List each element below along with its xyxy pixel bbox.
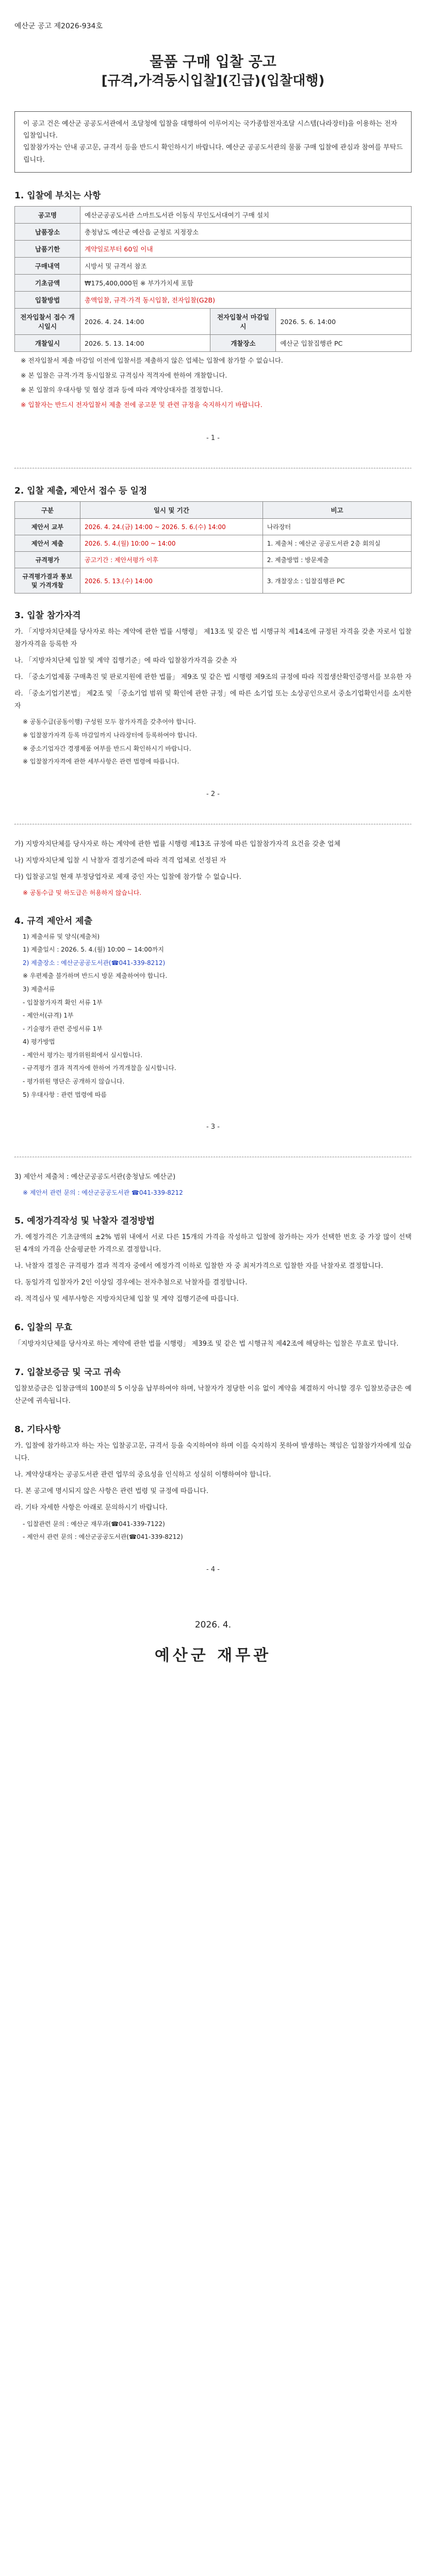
section-8-heading: 8. 기타사항 (14, 1425, 61, 1435)
paragraph: 3) 제안서 제출처 : 예산군공공도서관(충청남도 예산군) (14, 1173, 176, 1181)
contact-line: - 입찰관련 문의 : 예산군 재무과(☎041-339-7122) (23, 1520, 165, 1528)
value-cell: 2026. 5. 13. 14:00 (80, 335, 210, 352)
sub-note: ※ 입찰참가자격에 관한 세부사항은 관련 법령에 따릅니다. (23, 758, 179, 766)
spacer (14, 1158, 412, 1167)
section-6-heading: 6. 입찰의 무효 (14, 1323, 73, 1333)
section-1-heading: 1. 입찰에 부치는 사항 (14, 191, 101, 201)
paragraph: 라. 적격심사 및 세부사항은 지방자치단체 입찰 및 계약 집행기준에 따릅니다. (14, 1295, 239, 1303)
value-cell: 시방서 및 규격서 참조 (80, 258, 412, 275)
paragraph: 가. 입찰에 참가하고자 하는 자는 입찰공고문, 규격서 등을 숙지하여야 하며 이를 숙지하지 못하여 발생하는 책임은 입찰참가자에게 있습니다. (14, 1442, 412, 1463)
table-header-row (15, 502, 412, 519)
page-title (14, 52, 412, 91)
section-7-heading: 7. 입찰보증금 및 국고 귀속 (14, 1367, 121, 1378)
label-cell: 제안서 제출 (15, 535, 80, 552)
table-row (15, 519, 412, 535)
column-header: 구분 (15, 502, 80, 519)
page-divider (14, 468, 412, 469)
page-number: - 2 - (206, 790, 220, 798)
paragraph: 가. 예정가격은 기초금액의 ±2% 범위 내에서 서로 다른 15개의 가격을 작성하고 입찰에 참가하는 자가 선택한 번호 중 가장 많이 선택된 4개의 가격을 산술평균한 가격으로 결정합니다. (14, 1233, 412, 1253)
value-cell: 계약일로부터 60일 이내 (80, 241, 412, 258)
column-header: 비고 (263, 502, 411, 519)
value-cell: 예산군공공도서관 스마트도서관 이동식 무인도서대여기 구매 설치 (80, 207, 412, 224)
table-row (15, 292, 412, 309)
footer-org: 예산군 재무관 (154, 1646, 272, 1665)
sub-note: ※ 중소기업자간 경쟁제품 여부를 반드시 확인하시기 바랍니다. (23, 744, 191, 752)
intro-box (14, 111, 412, 173)
label-cell: 납품장소 (15, 224, 80, 241)
list-item: 1) 제출서류 및 양식(제출처) (23, 933, 100, 940)
intro-line-2: 입찰참가자는 안내 공고문, 규격서 등을 반드시 확인하시기 바랍니다. 예산군 공공도서관의 물품 구매 입찰에 관심과 참여를 부탁드립니다. (23, 144, 403, 164)
paragraph: 나. 「지방자치단체 입찰 및 계약 집행기준」에 따라 입찰참가자격을 갖춘 자 (14, 657, 237, 665)
label-cell: 입찰방법 (15, 292, 80, 309)
paragraph: 「지방자치단체를 당사자로 하는 계약에 관한 법률 시행령」 제39조 및 같은 법 시행규칙 제42조에 해당하는 입찰은 무효로 합니다. (14, 1340, 399, 1348)
paragraph: 나. 계약상대자는 공공도서관 관련 업무의 중요성을 인식하고 성실히 이행하여야 합니다. (14, 1471, 271, 1479)
paragraph: 가. 「지방자치단체를 당사자로 하는 계약에 관한 법률 시행령」 제13조 및 같은 법 시행규칙 제14조에 규정된 자격을 갖춘 자로서 입찰참가자격을 등록한 자 (14, 628, 412, 649)
label-cell: 규격평가결과 통보 및 가격개찰 (15, 568, 80, 594)
section-5-heading: 5. 예정가격작성 및 낙찰자 결정방법 (14, 1215, 155, 1226)
paragraph: 나. 낙찰자 결정은 규격평가 결과 적격자 중에서 예정가격 이하로 입찰한 자 중 최저가격으로 입찰한 자를 낙찰자로 결정합니다. (14, 1262, 383, 1270)
paragraph: 다. 「중소기업제품 구매촉진 및 판로지원에 관한 법률」 제9조 및 같은 법 시행령 제9조의 규정에 따라 직접생산확인증명서를 보유한 자 (14, 673, 412, 682)
note-line: ※ 본 입찰의 우대사항 및 협상 결과 등에 따라 계약상대자를 결정합니다. (21, 386, 223, 394)
label-cell: 납품기한 (15, 241, 80, 258)
footer-date: 2026. 4. (194, 1619, 232, 1630)
note-line: ※ 입찰자는 반드시 전자입찰서 제출 전에 공고문 및 관련 규정을 숙지하시기 바랍니다. (21, 400, 263, 409)
sub-note: ※ 공동수급(공동이행) 구성원 모두 참가자격을 갖추어야 합니다. (23, 718, 196, 726)
table-row (15, 552, 412, 568)
label-cell: 규격평가 (15, 552, 80, 568)
table-row (15, 535, 412, 552)
label-cell: 기초금액 (15, 275, 80, 292)
value-cell: 2026. 5. 4.(월) 10:00 ~ 14:00 (80, 535, 263, 552)
page-number: - 3 - (206, 1123, 220, 1131)
value-cell: 총액입찰, 규격·가격 동시입찰, 전자입찰(G2B) (80, 292, 412, 309)
label-cell: 제안서 교부 (15, 519, 80, 535)
paragraph: 가) 지방자치단체를 당사자로 하는 계약에 관한 법률 시행령 제13조 규정에 따른 입찰참가자격 요건을 갖춘 업체 (14, 840, 341, 848)
list-item: 1) 제출일시 : 2026. 5. 4.(월) 10:00 ~ 14:00까지 (23, 946, 164, 954)
paragraph: 나) 지방자치단체 입찰 시 낙찰자 결정기준에 따라 적격 업체로 선정된 자 (14, 856, 226, 865)
table-row (15, 568, 412, 594)
list-item: - 평가위원 명단은 공개하지 않습니다. (23, 1078, 125, 1086)
schedule-table (14, 501, 412, 594)
list-item: 4) 평가방법 (23, 1038, 55, 1046)
value-cell: 충청남도 예산군 예산읍 군청로 지정장소 (80, 224, 412, 241)
list-item: 3) 제출서류 (23, 985, 55, 993)
label-cell: 개찰일시 (15, 335, 80, 352)
page-number: - 4 - (206, 1565, 220, 1573)
note-line: ※ 전자입찰서 제출 마감일 이전에 입찰서를 제출하지 않은 업체는 입찰에 참가할 수 없습니다. (21, 357, 283, 365)
list-item: ※ 우편제출 불가하며 반드시 방문 제출하여야 합니다. (23, 972, 168, 980)
table-row (15, 207, 412, 224)
list-item: - 기술평가 관련 증빙서류 1부 (23, 1025, 103, 1032)
label-cell: 개찰장소 (210, 335, 276, 352)
table-row (15, 309, 412, 335)
title-sub: [규격,가격동시입찰](긴급)(입찰대행) (101, 73, 325, 89)
note-cell: 1. 제출처 : 예산군 공공도서관 2층 회의실 (263, 535, 411, 552)
label-cell: 전자입찰서 마감일시 (210, 309, 276, 335)
list-item: 5) 우대사항 : 관련 법령에 따름 (23, 1091, 107, 1098)
list-item: - 입찰참가자격 확인 서류 1부 (23, 998, 103, 1006)
note-cell: 2. 제출방법 : 방문제출 (263, 552, 411, 568)
label-cell: 공고명 (15, 207, 80, 224)
list-item: - 제안서(규격) 1부 (23, 1012, 74, 1020)
paragraph: 라. 기타 자세한 사항은 아래로 문의하시기 바랍니다. (14, 1504, 168, 1512)
paragraph: 입찰보증금은 입찰금액의 100분의 5 이상을 납부하여야 하며, 낙찰자가 정당한 이유 없이 계약을 체결하지 아니할 경우 입찰보증금은 예산군에 귀속됩니다. (14, 1385, 412, 1405)
value-cell: 2026. 4. 24. 14:00 (80, 309, 210, 335)
note-cell: 나라장터 (263, 519, 411, 535)
paragraph: 다. 동일가격 입찰자가 2인 이상일 경우에는 전자추첨으로 낙찰자를 결정합니다. (14, 1279, 248, 1287)
table-row (15, 275, 412, 292)
label-cell: 전자입찰서 접수 개시일시 (15, 309, 80, 335)
list-item: - 규격평가 결과 적격자에 한하여 가격개찰을 실시합니다. (23, 1064, 176, 1072)
sub-note: ※ 공동수급 및 하도급은 허용하지 않습니다. (23, 889, 142, 896)
table-row (15, 241, 412, 258)
table-row (15, 335, 412, 352)
title-main: 물품 구매 입찰 공고 (150, 53, 276, 70)
value-cell: ₩175,400,000원 ※ 부가가치세 포함 (80, 275, 412, 292)
value-cell: 2026. 4. 24.(금) 14:00 ~ 2026. 5. 6.(수) 14:00 (80, 519, 263, 535)
value-cell: 2026. 5. 13.(수) 14:00 (80, 568, 263, 594)
intro-line-1: 이 공고 건은 예산군 공공도서관에서 조달청에 입찰을 대행하여 이루어지는 국가종합전자조달 시스템(나라장터)을 이용하는 전자입찰입니다. (23, 120, 398, 140)
section-3-heading: 3. 입찰 참가자격 (14, 611, 81, 621)
label-cell: 구매내역 (15, 258, 80, 275)
contact-line: - 제안서 관련 문의 : 예산군공공도서관(☎041-339-8212) (23, 1533, 183, 1541)
table-row (15, 224, 412, 241)
page-number: - 1 - (206, 434, 220, 443)
paragraph: 다) 입찰공고일 현재 부정당업자로 제재 중인 자는 입찰에 참가할 수 없습니다. (14, 873, 241, 881)
paragraph: 라. 「중소기업기본법」 제2조 및 「중소기업 범위 및 확인에 관한 규정」에 따른 소기업 또는 소상공인으로서 중소기업확인서를 소지한 자 (14, 690, 412, 710)
value-cell: 2026. 5. 6. 14:00 (276, 309, 412, 335)
sub-note: ※ 제안서 관련 문의 : 예산군공공도서관 ☎041-339-8212 (23, 1189, 183, 1197)
section-1-table (14, 206, 412, 352)
spacer (14, 825, 412, 834)
value-cell: 공고기간 : 제안서평가 이후 (80, 552, 263, 568)
list-item: 2) 제출장소 : 예산군공공도서관(☎041-339-8212) (23, 959, 166, 967)
section-2-heading: 2. 입찰 제출, 제안서 접수 등 일정 (14, 486, 148, 497)
value-cell: 예산군 입찰집행관 PC (276, 335, 412, 352)
section-4-heading: 4. 규격 제안서 제출 (14, 916, 92, 926)
column-header: 일시 및 기간 (80, 502, 263, 519)
note-cell: 3. 개찰장소 : 입찰집행관 PC (263, 568, 411, 594)
sub-note: ※ 입찰참가자격 등록 마감일까지 나라장터에 등록하여야 합니다. (23, 732, 198, 739)
list-item: - 제안서 평가는 평가위원회에서 실시합니다. (23, 1051, 143, 1059)
paragraph: 다. 본 공고에 명시되지 않은 사항은 관련 법령 및 규정에 따릅니다. (14, 1487, 209, 1496)
note-line: ※ 본 입찰은 규격·가격 동시입찰로 규격심사 적격자에 한하여 개찰합니다. (21, 371, 227, 379)
notice-number: 예산군 공고 제2026-934호 (14, 22, 103, 30)
table-row (15, 258, 412, 275)
